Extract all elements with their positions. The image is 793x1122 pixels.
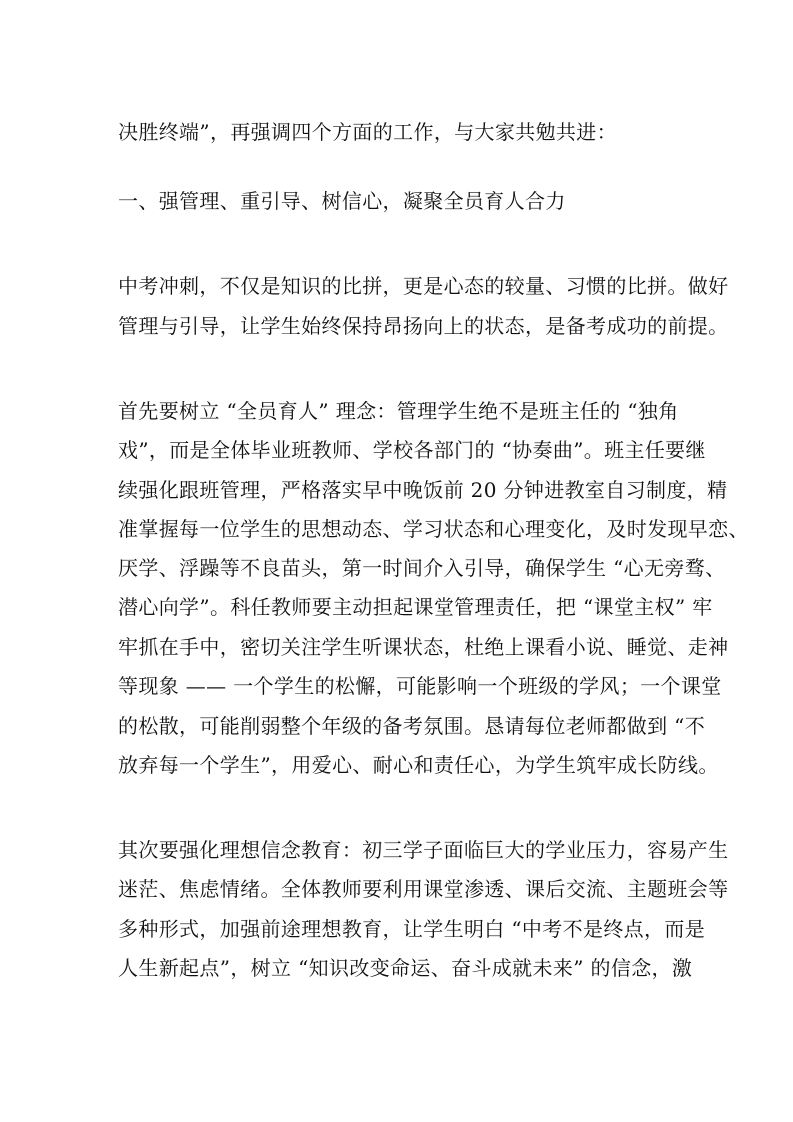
- paragraph-line: 牢抓在手中，密切关注学生听课状态，杜绝上课看小说、睡觉、走神: [118, 635, 729, 659]
- paragraph-line: 管理与引导，让学生始终保持昂扬向上的状态，是备考成功的前提。: [118, 314, 729, 338]
- paragraph-line: 中考冲刺，不仅是知识的比拼，更是心态的较量、习惯的比拼。做好: [118, 274, 729, 298]
- paragraph-line: 厌学、浮躁等不良苗头，第一时间介入引导，确保学生 “心无旁骛、: [118, 556, 726, 580]
- paragraph-line: 续强化跟班管理，严格落实早中晚饭前 20 分钟进教室自习制度，精: [118, 478, 728, 502]
- paragraph-line: 多种形式，加强前途理想教育，让学生明白 “中考不是终点，而是: [118, 917, 706, 941]
- paragraph-line: 等现象 —— 一个学生的松懈，可能影响一个班级的学风；一个课堂: [118, 674, 722, 698]
- paragraph-line: 潜心向学”。科任教师要主动担起课堂管理责任，把 “课堂主权” 牢: [118, 595, 713, 619]
- paragraph-line: 准掌握每一位学生的思想动态、学习状态和心理变化，及时发现早恋、: [118, 517, 749, 541]
- paragraph-line: 首先要树立 “全员育人” 理念：管理学生绝不是班主任的 “独角: [118, 399, 679, 423]
- paragraph-line: 其次要强化理想信念教育：初三学子面临巨大的学业压力，容易产生: [118, 838, 729, 862]
- paragraph-line: 放弃每一个学生”，用爱心、耐心和责任心，为学生筑牢成长防线。: [118, 753, 719, 777]
- paragraph-line: 的松散，可能削弱整个年级的备考氛围。恳请每位老师都做到 “不: [118, 714, 706, 738]
- paragraph-line: 人生新起点”，树立 “知识改变命运、奋斗成就未来” 的信念，激: [118, 956, 693, 980]
- paragraph-line: 戏”，而是全体毕业班教师、学校各部门的 “协奏曲”。班主任要继: [118, 438, 706, 462]
- section-heading: 一、强管理、重引导、树信心，凝聚全员育人合力: [118, 189, 566, 213]
- paragraph-line: 迷茫、焦虑情绪。全体教师要利用课堂渗透、课后交流、主题班会等: [118, 877, 729, 901]
- paragraph-line: 决胜终端”，再强调四个方面的工作，与大家共勉共进：: [118, 120, 617, 144]
